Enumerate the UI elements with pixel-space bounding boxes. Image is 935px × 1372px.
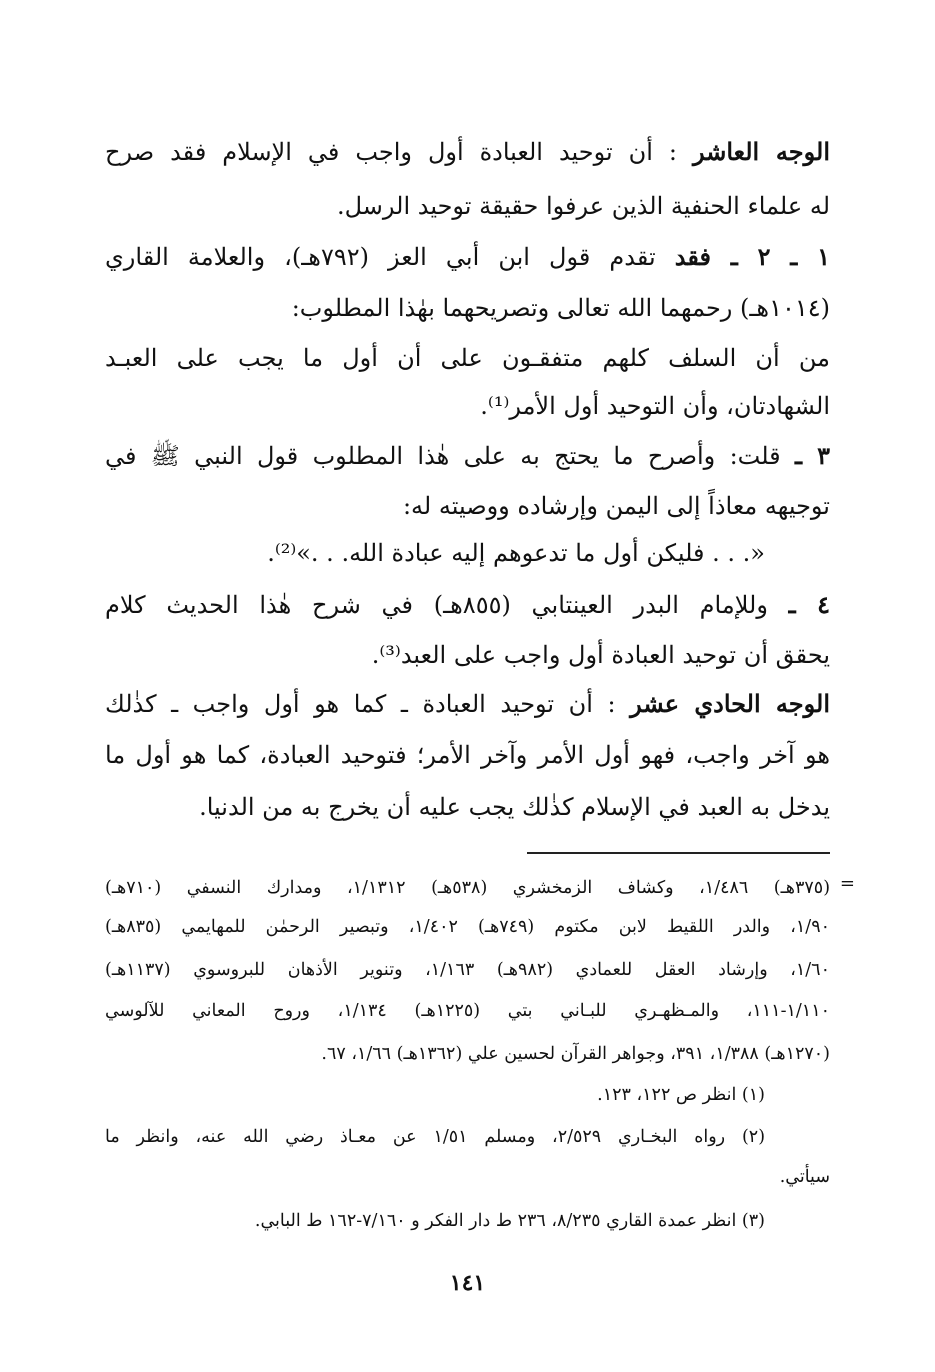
footnote-3: (٣) انظر عمدة القاري ٨/٢٣٥، ٢٣٦ ط دار الفكر و ٧/١٦٠-١٦٢ ط البابي. xyxy=(254,1211,765,1231)
footnote-2-continuation: سيأتي. xyxy=(779,1167,830,1187)
page-number: ١٤١ xyxy=(449,1270,486,1296)
footnote-2: (٢) رواه البخـاري ٢/٥٢٩، ومسلم ١/٥١ عن معـاذ رضي الله عنه، وانظر ما xyxy=(105,1127,766,1147)
body-text: : أن توحيد العبادة ـ كما هو أول واجب ـ كذٰلك xyxy=(105,690,616,718)
item-number: ٤ ـ xyxy=(788,590,831,619)
body-line: توجيهه معاذاً إلى اليمن وإرشاده ووصيته له: xyxy=(402,492,830,520)
footnote-separator xyxy=(527,852,830,854)
body-text: قلت: وأصرح ما يحتج به على هٰذا المطلوب قول النبي ﷺ في xyxy=(105,442,781,470)
footnote-line: ١/٦٠، وإرشاد العقل للعمادي (٩٨٢هـ) ١/١٦٣، وتنوير الأذهان للبروسوي (١١٣٧هـ) xyxy=(105,960,830,980)
body-line xyxy=(105,588,830,628)
body-text: تقدم قول ابن أبي العز (٧٩٢هـ)، والعلامة القاري xyxy=(105,243,656,271)
footnote-1: (١) انظر ص ١٢٢، ١٢٣. xyxy=(597,1085,765,1105)
footnote-line: (٣٧٥هـ) ١/٤٨٦، وكشاف الزمخشري (٥٣٨هـ) ١/١٣١٢، ومدارك النسفي (٧١٠هـ) xyxy=(105,878,831,898)
body-line: يحقق أن توحيد العبادة أول واجب على العبد⁽³⁾. xyxy=(371,641,830,669)
body-line xyxy=(105,135,830,175)
footnote-line: ١/١١٠-١١١، والمـظهـري للبـاني بتي (١٢٢٥هـ) ١/١٣٤، وروح المعاني للآلوسي xyxy=(105,1001,830,1021)
continuation-mark: = xyxy=(839,873,855,894)
section-heading: الوجه الحادي عشر xyxy=(630,689,830,718)
body-line: يدخل به العبد في الإسلام كذٰلك يجب عليه أن يخرج به من الدنيا. xyxy=(199,793,830,821)
body-line: (١٠١٤هـ) رحمهما الله تعالى وتصريحهما بهٰذا المطلوب: xyxy=(291,294,830,322)
quote-line: الشهادتان، وأن التوحيد أول الأمر⁽¹⁾. xyxy=(480,392,830,420)
footnote-line: ١/٩٠، والدر اللقيط لابن مكتوم (٧٤٩هـ) ١/٤٠٢، وتبصير الرحمٰن للمهايمي (٨٣٥هـ) xyxy=(105,917,831,937)
body-line: هو آخر واجب، فهو أول الأمر وآخر الأمر؛ فتوحيد العبادة، كما هو أول ما xyxy=(105,741,830,769)
body-text: : أن توحيد العبادة أول واجب في الإسلام فقد صرح xyxy=(105,138,678,166)
body-line xyxy=(105,687,830,727)
item-number: ١ ـ ٢ ـ فقد xyxy=(674,242,830,271)
item-number: ٣ ـ xyxy=(795,441,830,470)
section-heading: الوجه العاشر xyxy=(692,137,830,166)
footnote-line: (١٢٧٠هـ) ١/٣٨٨، ٣٩١، وجواهر القرآن لحسين علي (١٣٦٢هـ) ١/٦٦، ٦٧. xyxy=(321,1044,830,1064)
body-line: له علماء الحنفية الذين عرفوا حقيقة توحيد الرسل. xyxy=(336,192,830,220)
body-line xyxy=(105,439,830,479)
body-line xyxy=(105,240,830,280)
body-text: وللإمام البدر العينتابي (٨٥٥هـ) في شرح هٰذا الحديث كلام xyxy=(105,591,768,619)
quote-line: من أن السلف كلهم متفقـون على أن أول ما يجب على العبـد xyxy=(105,344,831,372)
hadith-quote: «. . . فليكن أول ما تدعوهم إليه عبادة الله. . .»⁽²⁾. xyxy=(267,539,765,567)
